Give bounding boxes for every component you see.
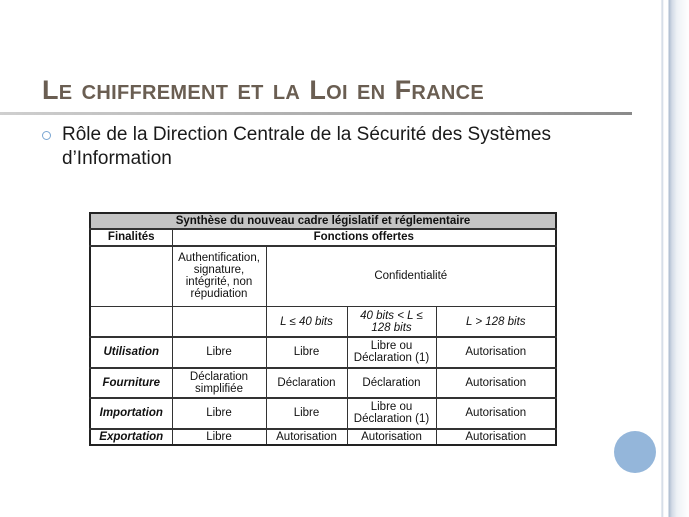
title-word: RANCE: [411, 82, 485, 104]
title-underline: [0, 112, 632, 115]
right-decorative-band: [659, 0, 689, 517]
auth-label: Authentification, signature, intégrité, non répudiation: [172, 246, 266, 307]
col-header-fonctions: Fonctions offertes: [172, 229, 556, 245]
key-length-high: L > 128 bits: [436, 307, 556, 338]
table-row: [90, 368, 556, 399]
synthesis-table: [89, 212, 557, 446]
table-cell: Autorisation: [436, 429, 556, 445]
decorative-circle: [614, 431, 656, 473]
table-cell: Libre: [266, 398, 347, 429]
title-word: CHIFFREMENT: [81, 82, 229, 104]
key-length-low: L ≤ 40 bits: [266, 307, 347, 338]
table-header: Synthèse du nouveau cadre législatif et réglementaire: [90, 213, 556, 229]
table-cell: Autorisation: [347, 429, 436, 445]
table-cell: Déclaration: [266, 368, 347, 399]
table-cell: Autorisation: [436, 337, 556, 368]
table-cell: Autorisation: [436, 398, 556, 429]
row-label: Fourniture: [90, 368, 172, 399]
table-cell: Déclaration simplifiée: [172, 368, 266, 399]
confidentialite-label: Confidentialité: [266, 246, 556, 307]
title-initial: L: [309, 75, 327, 105]
slide-title: [42, 70, 484, 107]
bullet-text: Rôle de la Direction Centrale de la Sécurité des Systèmes d’Information: [62, 124, 551, 169]
table-cell: Libre: [172, 429, 266, 445]
table-cell: Libre ou Déclaration (1): [347, 398, 436, 429]
row-label: Exportation: [90, 429, 172, 445]
table-cell: Libre ou Déclaration (1): [347, 337, 436, 368]
table-row: [90, 337, 556, 368]
title-initial: L: [42, 75, 59, 105]
title-initial: F: [394, 75, 412, 105]
table-row: [90, 398, 556, 429]
table-cell: Autorisation: [436, 368, 556, 399]
title-word: OI: [326, 82, 348, 104]
table-cell: Libre: [172, 398, 266, 429]
table-cell: Déclaration: [347, 368, 436, 399]
table-cell: Libre: [266, 337, 347, 368]
bullet-circle-icon: [42, 131, 51, 140]
table-cell: Autorisation: [266, 429, 347, 445]
row-label: Importation: [90, 398, 172, 429]
title-word: ET: [237, 82, 264, 104]
title-word: E: [58, 82, 73, 104]
table-cell: Libre: [172, 337, 266, 368]
empty-cell: [90, 246, 172, 307]
empty-cell: [90, 307, 172, 338]
title-word: EN: [357, 82, 386, 104]
title-word: LA: [272, 82, 301, 104]
key-length-mid: 40 bits < L ≤ 128 bits: [347, 307, 436, 338]
empty-cell: [172, 307, 266, 338]
col-header-finalites: Finalités: [90, 229, 172, 245]
row-label: Utilisation: [90, 337, 172, 368]
table-row: [90, 429, 556, 445]
